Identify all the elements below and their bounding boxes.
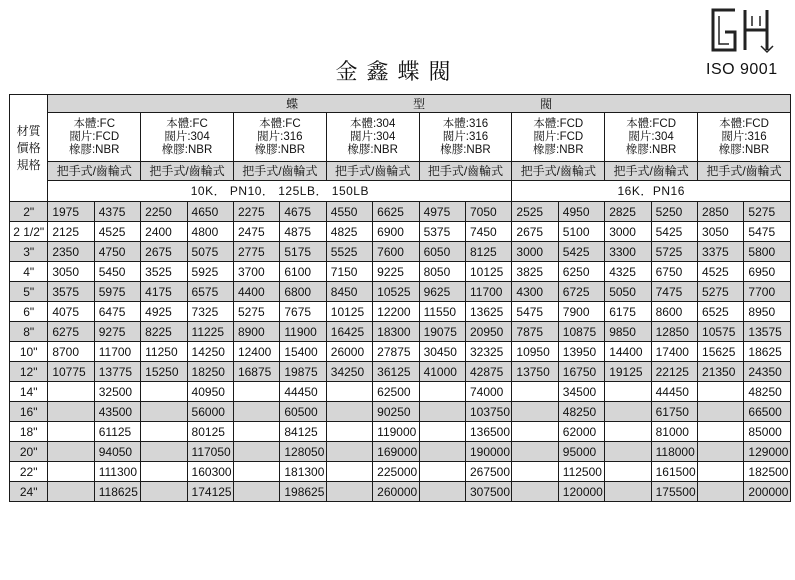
price-cell: 10875 <box>558 322 604 342</box>
price-cell: 5250 <box>651 202 697 222</box>
price-cell: 5275 <box>744 202 791 222</box>
price-cell: 61750 <box>651 402 697 422</box>
price-cell: 3000 <box>512 242 558 262</box>
price-cell: 8450 <box>326 282 372 302</box>
price-cell: 5475 <box>744 222 791 242</box>
actuation-header-row <box>10 162 791 181</box>
price-cell <box>419 402 465 422</box>
price-cell: 4650 <box>187 202 233 222</box>
price-cell: 6100 <box>280 262 326 282</box>
price-cell: 119000 <box>373 422 419 442</box>
price-cell <box>141 442 187 462</box>
size-cell: 6" <box>10 302 48 322</box>
price-cell <box>419 482 465 502</box>
iso-label: ISO 9001 <box>706 61 778 78</box>
table-row <box>10 442 791 462</box>
price-cell: 9850 <box>605 322 651 342</box>
price-cell <box>698 382 744 402</box>
price-cell: 8125 <box>465 242 511 262</box>
price-cell: 18250 <box>187 362 233 382</box>
price-cell: 128050 <box>280 442 326 462</box>
price-cell: 19075 <box>419 322 465 342</box>
price-cell: 3050 <box>698 222 744 242</box>
price-cell <box>326 442 372 462</box>
price-cell: 5275 <box>233 302 279 322</box>
price-cell: 3700 <box>233 262 279 282</box>
price-cell: 6625 <box>373 202 419 222</box>
price-cell: 18625 <box>744 342 791 362</box>
price-cell: 4525 <box>698 262 744 282</box>
size-cell: 18" <box>10 422 48 442</box>
price-cell: 66500 <box>744 402 791 422</box>
price-cell: 4750 <box>94 242 140 262</box>
size-cell: 8" <box>10 322 48 342</box>
price-cell: 5525 <box>326 242 372 262</box>
material-spec-cell: 本體:FCD 閥片:316 橡膠:NBR <box>698 113 791 162</box>
price-cell: 95000 <box>558 442 604 462</box>
price-cell: 174125 <box>187 482 233 502</box>
price-cell <box>48 402 94 422</box>
material-spec-cell: 本體:FCD 閥片:FCD 橡膠:NBR <box>512 113 605 162</box>
price-cell: 117050 <box>187 442 233 462</box>
price-cell: 5975 <box>94 282 140 302</box>
price-cell: 6950 <box>744 262 791 282</box>
price-cell: 7875 <box>512 322 558 342</box>
price-cell: 307500 <box>465 482 511 502</box>
price-cell: 11900 <box>280 322 326 342</box>
price-cell: 5175 <box>280 242 326 262</box>
price-cell: 26000 <box>326 342 372 362</box>
size-cell: 2" <box>10 202 48 222</box>
price-cell: 14400 <box>605 342 651 362</box>
price-cell: 8700 <box>48 342 94 362</box>
price-cell: 60500 <box>280 402 326 422</box>
price-cell <box>141 422 187 442</box>
price-cell: 7150 <box>326 262 372 282</box>
table-row <box>10 222 791 242</box>
price-cell: 6050 <box>419 242 465 262</box>
price-cell: 44450 <box>651 382 697 402</box>
price-cell: 3000 <box>605 222 651 242</box>
price-cell: 129000 <box>744 442 791 462</box>
price-cell: 41000 <box>419 362 465 382</box>
price-cell: 17400 <box>651 342 697 362</box>
price-cell: 198625 <box>280 482 326 502</box>
price-cell <box>512 442 558 462</box>
price-cell: 2400 <box>141 222 187 242</box>
price-cell: 2275 <box>233 202 279 222</box>
price-cell <box>698 482 744 502</box>
price-cell: 9625 <box>419 282 465 302</box>
price-cell <box>141 462 187 482</box>
price-cell: 2350 <box>48 242 94 262</box>
price-cell: 3575 <box>48 282 94 302</box>
price-cell <box>512 482 558 502</box>
price-cell: 7600 <box>373 242 419 262</box>
price-cell <box>233 402 279 422</box>
price-cell: 4325 <box>605 262 651 282</box>
price-cell: 27875 <box>373 342 419 362</box>
price-cell: 3375 <box>698 242 744 262</box>
price-cell: 5725 <box>651 242 697 262</box>
price-cell: 2675 <box>141 242 187 262</box>
price-cell: 90250 <box>373 402 419 422</box>
price-cell: 15400 <box>280 342 326 362</box>
price-cell: 5800 <box>744 242 791 262</box>
price-cell: 2825 <box>605 202 651 222</box>
price-cell: 6575 <box>187 282 233 302</box>
pressure-class-row <box>10 181 791 202</box>
price-cell: 6175 <box>605 302 651 322</box>
price-cell: 161500 <box>651 462 697 482</box>
price-cell: 5275 <box>698 282 744 302</box>
table-row <box>10 342 791 362</box>
price-cell: 32325 <box>465 342 511 362</box>
price-cell: 8225 <box>141 322 187 342</box>
price-cell: 30450 <box>419 342 465 362</box>
table-row <box>10 422 791 442</box>
size-cell: 4" <box>10 262 48 282</box>
actuation-type-cell: 把手式/齒輪式 <box>141 162 234 181</box>
price-cell: 10125 <box>465 262 511 282</box>
price-cell: 11700 <box>465 282 511 302</box>
price-cell: 120000 <box>558 482 604 502</box>
table-row <box>10 262 791 282</box>
price-cell: 7475 <box>651 282 697 302</box>
price-cell: 6900 <box>373 222 419 242</box>
actuation-type-cell: 把手式/齒輪式 <box>419 162 512 181</box>
price-cell: 4875 <box>280 222 326 242</box>
price-cell: 44450 <box>280 382 326 402</box>
price-cell: 12850 <box>651 322 697 342</box>
price-cell: 5100 <box>558 222 604 242</box>
price-cell: 4300 <box>512 282 558 302</box>
price-cell <box>419 442 465 462</box>
price-cell: 21350 <box>698 362 744 382</box>
price-cell: 6275 <box>48 322 94 342</box>
price-cell <box>419 382 465 402</box>
price-cell: 5375 <box>419 222 465 242</box>
price-cell: 7450 <box>465 222 511 242</box>
price-cell <box>698 442 744 462</box>
price-cell: 2125 <box>48 222 94 242</box>
price-cell <box>48 462 94 482</box>
price-cell: 169000 <box>373 442 419 462</box>
price-cell: 48250 <box>558 402 604 422</box>
price-cell <box>326 462 372 482</box>
price-cell: 260000 <box>373 482 419 502</box>
price-cell: 56000 <box>187 402 233 422</box>
price-cell: 103750 <box>465 402 511 422</box>
price-cell: 62500 <box>373 382 419 402</box>
price-cell <box>233 462 279 482</box>
price-cell <box>326 382 372 402</box>
price-cell: 4175 <box>141 282 187 302</box>
price-cell: 1975 <box>48 202 94 222</box>
price-cell: 13775 <box>94 362 140 382</box>
price-cell: 11700 <box>94 342 140 362</box>
price-cell: 112500 <box>558 462 604 482</box>
price-cell: 111300 <box>94 462 140 482</box>
material-spec-cell: 本體:FC 閥片:FCD 橡膠:NBR <box>48 113 141 162</box>
size-cell: 20" <box>10 442 48 462</box>
size-cell: 16" <box>10 402 48 422</box>
side-header: 材質 價格 規格 <box>10 95 48 202</box>
table-row <box>10 282 791 302</box>
price-cell: 62000 <box>558 422 604 442</box>
price-cell: 8950 <box>744 302 791 322</box>
table-row <box>10 402 791 422</box>
price-cell: 5050 <box>605 282 651 302</box>
size-cell: 3" <box>10 242 48 262</box>
price-cell: 42875 <box>465 362 511 382</box>
price-cell <box>512 402 558 422</box>
price-cell: 81000 <box>651 422 697 442</box>
price-cell: 22125 <box>651 362 697 382</box>
actuation-type-cell: 把手式/齒輪式 <box>698 162 791 181</box>
price-cell: 4525 <box>94 222 140 242</box>
price-cell: 8900 <box>233 322 279 342</box>
price-cell: 7700 <box>744 282 791 302</box>
price-cell: 5450 <box>94 262 140 282</box>
price-cell: 5475 <box>512 302 558 322</box>
price-cell: 5925 <box>187 262 233 282</box>
table-row <box>10 302 791 322</box>
price-cell <box>605 482 651 502</box>
price-cell: 3050 <box>48 262 94 282</box>
price-cell <box>141 402 187 422</box>
price-cell: 11225 <box>187 322 233 342</box>
price-cell: 118000 <box>651 442 697 462</box>
price-cell: 10775 <box>48 362 94 382</box>
actuation-type-cell: 把手式/齒輪式 <box>512 162 605 181</box>
material-spec-cell: 本體:304 閥片:304 橡膠:NBR <box>326 113 419 162</box>
table-row <box>10 482 791 502</box>
price-cell: 136500 <box>465 422 511 442</box>
price-cell: 6525 <box>698 302 744 322</box>
price-cell: 18300 <box>373 322 419 342</box>
table-row <box>10 242 791 262</box>
size-cell: 22" <box>10 462 48 482</box>
material-spec-cell: 本體:316 閥片:316 橡膠:NBR <box>419 113 512 162</box>
price-cell: 13950 <box>558 342 604 362</box>
price-cell: 4950 <box>558 202 604 222</box>
price-cell <box>605 382 651 402</box>
price-cell: 4400 <box>233 282 279 302</box>
actuation-type-cell: 把手式/齒輪式 <box>233 162 326 181</box>
price-cell: 7675 <box>280 302 326 322</box>
price-table <box>9 94 791 502</box>
price-cell <box>419 422 465 442</box>
price-cell: 175500 <box>651 482 697 502</box>
table-row <box>10 382 791 402</box>
price-cell <box>326 402 372 422</box>
price-cell: 19875 <box>280 362 326 382</box>
price-cell: 24350 <box>744 362 791 382</box>
page-title: 金鑫蝶閥 <box>335 60 460 85</box>
price-cell: 10525 <box>373 282 419 302</box>
price-cell: 13575 <box>744 322 791 342</box>
price-cell: 267500 <box>465 462 511 482</box>
table-row <box>10 462 791 482</box>
price-cell: 16750 <box>558 362 604 382</box>
price-cell <box>605 422 651 442</box>
price-cell: 43500 <box>94 402 140 422</box>
material-spec-cell: 本體:FC 閥片:304 橡膠:NBR <box>141 113 234 162</box>
price-cell <box>605 442 651 462</box>
actuation-type-cell: 把手式/齒輪式 <box>326 162 419 181</box>
price-cell: 2850 <box>698 202 744 222</box>
size-cell: 10" <box>10 342 48 362</box>
pressure-class-left: 10K． PN10． 125LB． 150LB <box>48 181 512 202</box>
price-cell: 118625 <box>94 482 140 502</box>
price-cell: 11550 <box>419 302 465 322</box>
price-cell: 225000 <box>373 462 419 482</box>
price-cell <box>48 382 94 402</box>
price-cell <box>233 442 279 462</box>
price-cell: 7900 <box>558 302 604 322</box>
price-cell: 9225 <box>373 262 419 282</box>
price-cell: 2525 <box>512 202 558 222</box>
price-cell <box>233 382 279 402</box>
price-cell: 36125 <box>373 362 419 382</box>
size-cell: 24" <box>10 482 48 502</box>
price-cell: 190000 <box>465 442 511 462</box>
price-cell <box>48 442 94 462</box>
price-cell: 12200 <box>373 302 419 322</box>
price-cell: 61125 <box>94 422 140 442</box>
size-cell: 5" <box>10 282 48 302</box>
price-cell: 4675 <box>280 202 326 222</box>
price-cell: 181300 <box>280 462 326 482</box>
price-cell: 84125 <box>280 422 326 442</box>
gh-logo-icon <box>705 6 785 56</box>
size-cell: 12" <box>10 362 48 382</box>
price-cell <box>233 422 279 442</box>
price-cell: 2675 <box>512 222 558 242</box>
price-cell <box>141 482 187 502</box>
table-title-header: 蝶 型 閥 <box>48 95 791 113</box>
actuation-type-cell: 把手式/齒輪式 <box>605 162 698 181</box>
price-cell <box>326 422 372 442</box>
price-cell: 32500 <box>94 382 140 402</box>
price-cell: 10950 <box>512 342 558 362</box>
price-cell: 4825 <box>326 222 372 242</box>
price-cell: 15250 <box>141 362 187 382</box>
price-cell <box>48 422 94 442</box>
price-cell <box>141 382 187 402</box>
price-cell: 74000 <box>465 382 511 402</box>
price-cell: 15625 <box>698 342 744 362</box>
price-cell: 8050 <box>419 262 465 282</box>
price-cell: 6475 <box>94 302 140 322</box>
price-cell <box>512 382 558 402</box>
price-cell: 13625 <box>465 302 511 322</box>
price-cell: 6750 <box>651 262 697 282</box>
price-cell: 9275 <box>94 322 140 342</box>
price-cell: 4550 <box>326 202 372 222</box>
price-cell: 5075 <box>187 242 233 262</box>
price-cell: 5425 <box>651 222 697 242</box>
price-cell: 4075 <box>48 302 94 322</box>
price-cell: 2475 <box>233 222 279 242</box>
price-cell <box>512 422 558 442</box>
price-cell: 3525 <box>141 262 187 282</box>
price-cell: 4800 <box>187 222 233 242</box>
price-cell: 4975 <box>419 202 465 222</box>
price-cell: 3825 <box>512 262 558 282</box>
price-cell <box>698 422 744 442</box>
price-cell: 34500 <box>558 382 604 402</box>
price-cell: 6800 <box>280 282 326 302</box>
price-cell: 2250 <box>141 202 187 222</box>
price-cell: 20950 <box>465 322 511 342</box>
price-cell <box>605 462 651 482</box>
actuation-type-cell: 把手式/齒輪式 <box>48 162 141 181</box>
price-cell: 85000 <box>744 422 791 442</box>
price-cell: 3300 <box>605 242 651 262</box>
price-cell: 34250 <box>326 362 372 382</box>
price-cell <box>419 462 465 482</box>
size-cell: 2 1/2" <box>10 222 48 242</box>
price-cell: 5425 <box>558 242 604 262</box>
table-row <box>10 362 791 382</box>
price-cell: 48250 <box>744 382 791 402</box>
price-cell: 16875 <box>233 362 279 382</box>
price-cell: 10575 <box>698 322 744 342</box>
price-cell: 2775 <box>233 242 279 262</box>
price-cell: 8600 <box>651 302 697 322</box>
price-cell: 7325 <box>187 302 233 322</box>
price-cell: 12400 <box>233 342 279 362</box>
price-cell: 11250 <box>141 342 187 362</box>
price-cell <box>326 482 372 502</box>
price-cell <box>605 402 651 422</box>
price-cell <box>698 462 744 482</box>
price-cell: 200000 <box>744 482 791 502</box>
price-cell: 19125 <box>605 362 651 382</box>
price-cell: 4375 <box>94 202 140 222</box>
price-cell: 40950 <box>187 382 233 402</box>
table-row <box>10 322 791 342</box>
price-cell: 13750 <box>512 362 558 382</box>
price-cell <box>512 462 558 482</box>
price-cell: 16425 <box>326 322 372 342</box>
pressure-class-right: 16K．PN16 <box>512 181 791 202</box>
price-cell: 10125 <box>326 302 372 322</box>
material-spec-cell: 本體:FC 閥片:316 橡膠:NBR <box>233 113 326 162</box>
price-cell: 6725 <box>558 282 604 302</box>
price-cell <box>48 482 94 502</box>
price-cell <box>233 482 279 502</box>
price-cell <box>698 402 744 422</box>
table-row <box>10 202 791 222</box>
price-cell: 80125 <box>187 422 233 442</box>
price-cell: 160300 <box>187 462 233 482</box>
price-cell: 7050 <box>465 202 511 222</box>
price-cell: 6250 <box>558 262 604 282</box>
material-spec-cell: 本體:FCD 閥片:304 橡膠:NBR <box>605 113 698 162</box>
price-cell: 4925 <box>141 302 187 322</box>
price-cell: 94050 <box>94 442 140 462</box>
material-header-row <box>10 113 791 162</box>
price-cell: 14250 <box>187 342 233 362</box>
size-cell: 14" <box>10 382 48 402</box>
price-cell: 182500 <box>744 462 791 482</box>
